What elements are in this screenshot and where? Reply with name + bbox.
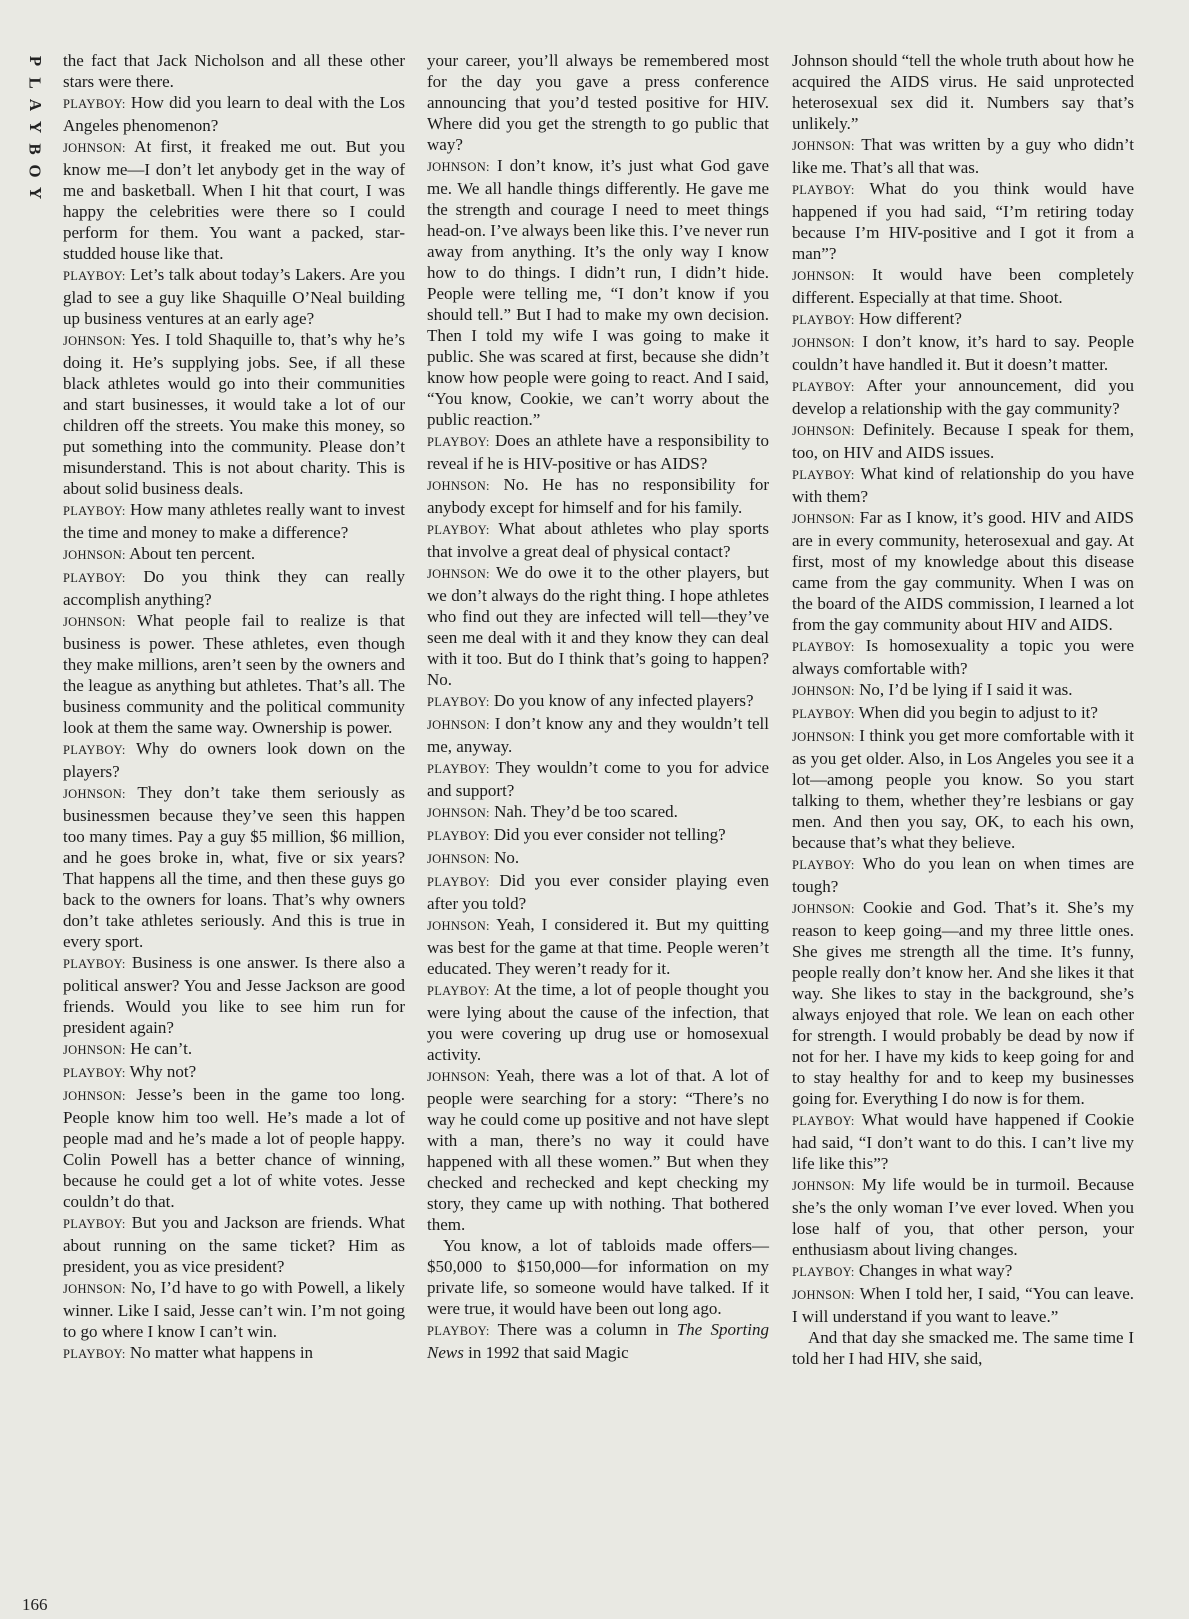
speaker-label: JOHNSON: <box>792 1288 855 1302</box>
interview-paragraph <box>63 1342 405 1365</box>
interview-paragraph <box>427 518 769 562</box>
interview-paragraph <box>792 1174 1134 1260</box>
paragraph-text: That was written by a guy who didn’t like me. That’s all that was. <box>792 135 1134 177</box>
paragraph-text: We do owe it to the other players, but we don’t always do the right thing. I hope athletes who find out they are infected will tell—they’ve seen me deal with it and they know they can deal with it too. But do I think that’s going to happen? No. <box>427 563 769 689</box>
interview-paragraph <box>427 870 769 914</box>
speaker-label: PLAYBOY: <box>63 269 126 283</box>
interview-paragraph <box>792 1327 1134 1369</box>
text-column-3 <box>792 50 1134 1369</box>
speaker-label: JOHNSON: <box>427 919 490 933</box>
paragraph-text: Nah. They’d be too scared. <box>489 802 678 821</box>
interview-paragraph <box>427 155 769 430</box>
interview-paragraph <box>63 499 405 543</box>
paragraph-text: Cookie and God. That’s it. She’s my reason to keep going—and my three little ones. She gives me strength all the time. It’s funny, people really don’t know her. And she likes it that way. She likes to stay in the background, she’s always enjoyed that role. We lean on each other for strength. I would probably be dead by now if not for her. I have my kids to keep going for and to stay healthy for and to keep my businesses going for. Everything I do now is for them. <box>792 898 1134 1108</box>
paragraph-text: There was a column in <box>489 1320 677 1339</box>
speaker-label: PLAYBOY: <box>792 1114 855 1128</box>
interview-paragraph <box>792 264 1134 308</box>
paragraph-text: I don’t know, it’s hard to say. People couldn’t have handled it. But it doesn’t matter. <box>792 332 1134 374</box>
paragraph-text: Yeah, there was a lot of that. A lot of people were searching for a story: “There’s no way he could come up positive and not have slept with a man, there’s no way it could have happened with all these women.” But when they checked and rechecked and kept checking my story, they came up with nothing. That bothered them. <box>427 1066 769 1234</box>
paragraph-text: Business is one answer. Is there also a political answer? You and Jesse Jackson are good friends. Would you like to see him run for president again? <box>63 953 405 1037</box>
speaker-label: PLAYBOY: <box>427 1324 490 1338</box>
speaker-label: JOHNSON: <box>792 730 855 744</box>
speaker-label: JOHNSON: <box>792 269 855 283</box>
paragraph-text: Does an athlete have a responsibility to reveal if he is HIV-positive or has AIDS? <box>427 431 769 473</box>
paragraph-text: At first, it freaked me out. But you know me—I don’t let anybody get in the way of me and basketball. When I hit that court, I was happy the celebrities were there so I could perform for them. You want a packed, star-studded house like that. <box>63 137 405 263</box>
interview-paragraph <box>63 1061 405 1084</box>
paragraph-text: Why do owners look down on the players? <box>63 739 405 781</box>
speaker-label: PLAYBOY: <box>63 1217 126 1231</box>
speaker-label: PLAYBOY: <box>427 695 490 709</box>
paragraph-text: What do you think would have happened if you had said, “I’m retiring today because I’m HIV-positive and I got it from a man”? <box>792 179 1134 263</box>
speaker-label: JOHNSON: <box>792 336 855 350</box>
speaker-label: PLAYBOY: <box>792 858 855 872</box>
interview-paragraph <box>792 679 1134 702</box>
interview-paragraph <box>792 507 1134 635</box>
paragraph-text: What about athletes who play sports that involve a great deal of physical contact? <box>427 519 769 561</box>
paragraph-text: After your announcement, did you develop a relationship with the gay community? <box>792 376 1134 418</box>
paragraph-text: It would have been completely different. Especially at that time. Shoot. <box>792 265 1134 307</box>
interview-paragraph <box>63 782 405 952</box>
interview-paragraph <box>792 725 1134 853</box>
interview-paragraph <box>427 1235 769 1319</box>
speaker-label: JOHNSON: <box>427 160 490 174</box>
interview-paragraph <box>792 1260 1134 1283</box>
speaker-label: JOHNSON: <box>63 1282 126 1296</box>
interview-paragraph <box>63 1277 405 1342</box>
interview-paragraph <box>63 566 405 610</box>
interview-paragraph <box>427 847 769 870</box>
speaker-label: PLAYBOY: <box>792 468 855 482</box>
speaker-label: PLAYBOY: <box>63 504 126 518</box>
interview-paragraph <box>427 474 769 518</box>
speaker-label: JOHNSON: <box>792 512 855 526</box>
paragraph-text: Jesse’s been in the game too long. People know him too well. He’s made a lot of people mad and he’s made a lot of people happy. Colin Powell has a better chance of winning, because he could get a lot of white votes. Jesse couldn’t do that. <box>63 1085 405 1211</box>
interview-paragraph <box>792 308 1134 331</box>
paragraph-text: About ten percent. <box>125 544 256 563</box>
interview-paragraph <box>427 50 769 155</box>
speaker-label: PLAYBOY: <box>63 97 126 111</box>
paragraph-text: What kind of relationship do you have with them? <box>792 464 1134 506</box>
interview-paragraph <box>63 543 405 566</box>
paragraph-text: How many athletes really want to invest the time and money to make a difference? <box>63 500 405 542</box>
paragraph-text: Do you know of any infected players? <box>489 691 754 710</box>
interview-paragraph <box>792 463 1134 507</box>
speaker-label: PLAYBOY: <box>63 571 126 585</box>
paragraph-text: No. <box>489 848 520 867</box>
paragraph-text: How different? <box>854 309 962 328</box>
paragraph-text: I don’t know any and they wouldn’t tell me, anyway. <box>427 714 769 756</box>
paragraph-text: They wouldn’t come to you for advice and support? <box>427 758 769 800</box>
speaker-label: PLAYBOY: <box>792 380 855 394</box>
interview-paragraph <box>427 914 769 979</box>
speaker-label: PLAYBOY: <box>792 1265 855 1279</box>
interview-paragraph <box>63 50 405 92</box>
speaker-label: JOHNSON: <box>792 684 855 698</box>
interview-paragraph <box>63 264 405 329</box>
speaker-label: JOHNSON: <box>427 567 490 581</box>
interview-paragraph <box>792 897 1134 1109</box>
interview-paragraph <box>427 757 769 801</box>
interview-paragraph <box>427 1065 769 1235</box>
speaker-label: PLAYBOY: <box>427 435 490 449</box>
speaker-label: JOHNSON: <box>427 718 490 732</box>
interview-paragraph <box>427 690 769 713</box>
interview-paragraph <box>427 430 769 474</box>
interview-paragraph <box>63 952 405 1038</box>
interview-paragraph <box>427 979 769 1065</box>
speaker-label: PLAYBOY: <box>63 1066 126 1080</box>
speaker-label: PLAYBOY: <box>427 984 490 998</box>
text-column-2 <box>427 50 769 1363</box>
speaker-label: PLAYBOY: <box>792 313 855 327</box>
paragraph-text: Did you ever consider playing even after you told? <box>427 871 769 913</box>
interview-paragraph <box>792 134 1134 178</box>
paragraph-text: And that day she smacked me. The same time I told her I had HIV, she said, <box>792 1328 1134 1368</box>
interview-paragraph <box>427 824 769 847</box>
paragraph-text: My life would be in turmoil. Because she’s the only woman I’ve ever loved. When you lose half of you, that other person, your enthusiasm about living changes. <box>792 1175 1134 1259</box>
speaker-label: PLAYBOY: <box>427 829 490 843</box>
paragraph-text: He can’t. <box>125 1039 193 1058</box>
speaker-label: JOHNSON: <box>63 615 126 629</box>
paragraph-text: You know, a lot of tabloids made offers—$50,000 to $150,000—for information on my private life, so someone would have talked. If it were true, it would have been out long ago. <box>427 1236 769 1318</box>
speaker-label: PLAYBOY: <box>792 640 855 654</box>
paragraph-text: Do you think they can really accomplish anything? <box>63 567 405 609</box>
speaker-label: JOHNSON: <box>792 424 855 438</box>
interview-paragraph <box>63 136 405 264</box>
paragraph-text: What would have happened if Cookie had said, “I don’t want to do this. I can’t live my life like this”? <box>792 1110 1134 1173</box>
paragraph-text: No, I’d have to go with Powell, a likely winner. Like I said, Jesse can’t win. I’m not going to go where I know I can’t win. <box>63 1278 405 1341</box>
paragraph-text: But you and Jackson are friends. What about running on the same ticket? Him as president, you as vice president? <box>63 1213 405 1276</box>
magazine-letter: P <box>25 55 45 67</box>
paragraph-text: Who do you lean on when times are tough? <box>792 854 1134 896</box>
interview-paragraph <box>792 1283 1134 1327</box>
interview-paragraph <box>792 702 1134 725</box>
page-number: 166 <box>22 1595 48 1614</box>
magazine-letter: O <box>25 164 45 178</box>
speaker-label: JOHNSON: <box>63 1043 126 1057</box>
speaker-label: JOHNSON: <box>427 806 490 820</box>
paragraph-text: Far as I know, it’s good. HIV and AIDS are in every community, heterosexual and gay. At first, most of my knowledge about this disease came from the gay community. When I was on the board of the AIDS commission, I learned a lot from the gay community about HIV and AIDS. <box>792 508 1134 634</box>
interview-paragraph <box>63 329 405 499</box>
magazine-letter: Y <box>26 186 45 200</box>
speaker-label: JOHNSON: <box>427 1070 490 1084</box>
paragraph-text: Definitely. Because I speak for them, too, on HIV and AIDS issues. <box>792 420 1134 462</box>
magazine-letter: B <box>26 143 45 155</box>
interview-paragraph <box>427 562 769 690</box>
interview-paragraph <box>792 1109 1134 1174</box>
speaker-label: PLAYBOY: <box>792 707 855 721</box>
paragraph-text: your career, you’ll always be remembered most for the day you gave a press conference announcing that you’d tested positive for HIV. Where did you get the strength to go public that way? <box>427 51 769 154</box>
interview-paragraph <box>63 1212 405 1277</box>
paragraph-text: Changes in what way? <box>854 1261 1013 1280</box>
speaker-label: JOHNSON: <box>63 141 126 155</box>
paragraph-text: No, I’d be lying if I said it was. <box>854 680 1073 699</box>
interview-paragraph <box>792 331 1134 375</box>
speaker-label: PLAYBOY: <box>427 523 490 537</box>
speaker-label: PLAYBOY: <box>63 957 126 971</box>
interview-paragraph <box>63 738 405 782</box>
paragraph-text: in 1992 that said Magic <box>463 1343 629 1362</box>
paragraph-text: Did you ever consider not telling? <box>489 825 726 844</box>
speaker-label: JOHNSON: <box>63 334 126 348</box>
speaker-label: JOHNSON: <box>792 1179 855 1193</box>
magazine-letter: Y <box>26 120 45 134</box>
paragraph-text: Is homosexuality a topic you were always comfortable with? <box>792 636 1134 678</box>
paragraph-text: No. He has no responsibility for anybody except for himself and for his family. <box>427 475 769 517</box>
interview-paragraph <box>792 635 1134 679</box>
magazine-name-vertical <box>24 50 46 204</box>
paragraph-text: When did you begin to adjust to it? <box>854 703 1098 722</box>
paragraph-text: How did you learn to deal with the Los Angeles phenomenon? <box>63 93 405 135</box>
speaker-label: PLAYBOY: <box>427 875 490 889</box>
interview-paragraph <box>792 419 1134 463</box>
interview-paragraph <box>63 1084 405 1212</box>
paragraph-text: Yes. I told Shaquille to, that’s why he’s doing it. He’s supplying jobs. See, if all these black athletes would go into their communities and start businesses, it would take a lot of our children off the streets. You make this money, so put something into the community. Please don’t misunderstand. This is not about charity. This is about solid business deals. <box>63 330 405 498</box>
interview-paragraph <box>427 1319 769 1363</box>
speaker-label: PLAYBOY: <box>792 183 855 197</box>
speaker-label: JOHNSON: <box>792 902 855 916</box>
paragraph-text: Johnson should “tell the whole truth about how he acquired the AIDS virus. He said unprotected heterosexual sex did it. Numbers say that’s unlikely.” <box>792 51 1134 133</box>
interview-paragraph <box>792 50 1134 134</box>
paragraph-text: No matter what happens in <box>125 1343 314 1362</box>
interview-paragraph <box>63 610 405 738</box>
italic-title: The Sporting News <box>427 1320 770 1362</box>
speaker-label: JOHNSON: <box>63 787 126 801</box>
interview-paragraph <box>792 853 1134 897</box>
speaker-label: PLAYBOY: <box>427 762 490 776</box>
paragraph-text: Yeah, I considered it. But my quitting was best for the game at that time. People weren’t educated. They weren’t ready for it. <box>427 915 769 978</box>
paragraph-text: I think you get more comfortable with it as you get older. Also, in Los Angeles you see it a lot—among people you know. So you start talking to them, whether they’re lesbians or gay men. And then you say, OK, to each his own, because that’s what they believe. <box>792 726 1134 852</box>
paragraph-text: Why not? <box>125 1062 197 1081</box>
paragraph-text: They don’t take them seriously as businessmen because they’ve seen this happen too many times. Pay a guy $5 million, $6 million, and he goes broke in, what, five or six years? That happens all the time, and then these guys go back to the owners for loans. That’s why owners don’t take athletes seriously. And this is true in every sport. <box>63 783 405 951</box>
interview-paragraph <box>427 801 769 824</box>
paragraph-text: I don’t know, it’s just what God gave me. We all handle things differently. He gave me the strength and courage I need to meet things head-on. I’ve always been like this. I’ve never run away from anything. It’s the only way I know how to do things. I didn’t run, I didn’t hide. People were telling me, “I don’t know if you should tell.” But I had to make my own decision. Then I told my wife I was going to make it public. She was scared at first, because she didn’t know how people were going to react. And I said, “You know, Cookie, we can’t worry about the public reaction.” <box>427 156 769 429</box>
interview-paragraph <box>792 375 1134 419</box>
interview-paragraph <box>792 178 1134 264</box>
paragraph-text: What people fail to realize is that business is power. These athletes, even though they make millions, aren’t seen by the owners and the league as anything but athletes. That’s all. The business community and the political community look at them the same way. Ownership is power. <box>63 611 405 737</box>
speaker-label: JOHNSON: <box>427 852 490 866</box>
speaker-label: JOHNSON: <box>792 139 855 153</box>
speaker-label: PLAYBOY: <box>63 743 126 757</box>
speaker-label: JOHNSON: <box>63 548 126 562</box>
text-column-1 <box>63 50 405 1365</box>
paragraph-text: the fact that Jack Nicholson and all these other stars were there. <box>63 51 405 91</box>
magazine-letter: L <box>26 77 45 89</box>
speaker-label: JOHNSON: <box>427 479 490 493</box>
paragraph-text: At the time, a lot of people thought you were lying about the cause of the infection, that you were covering up drug use or homosexual activity. <box>427 980 769 1064</box>
paragraph-text: Let’s talk about today’s Lakers. Are you glad to see a guy like Shaquille O’Neal building up business ventures at an early age? <box>63 265 405 328</box>
interview-paragraph <box>63 92 405 136</box>
magazine-letter: A <box>26 98 45 112</box>
interview-paragraph <box>427 713 769 757</box>
speaker-label: JOHNSON: <box>63 1089 126 1103</box>
speaker-label: PLAYBOY: <box>63 1347 126 1361</box>
interview-paragraph <box>63 1038 405 1061</box>
paragraph-text: When I told her, I said, “You can leave. I will understand if you want to leave.” <box>792 1284 1134 1326</box>
